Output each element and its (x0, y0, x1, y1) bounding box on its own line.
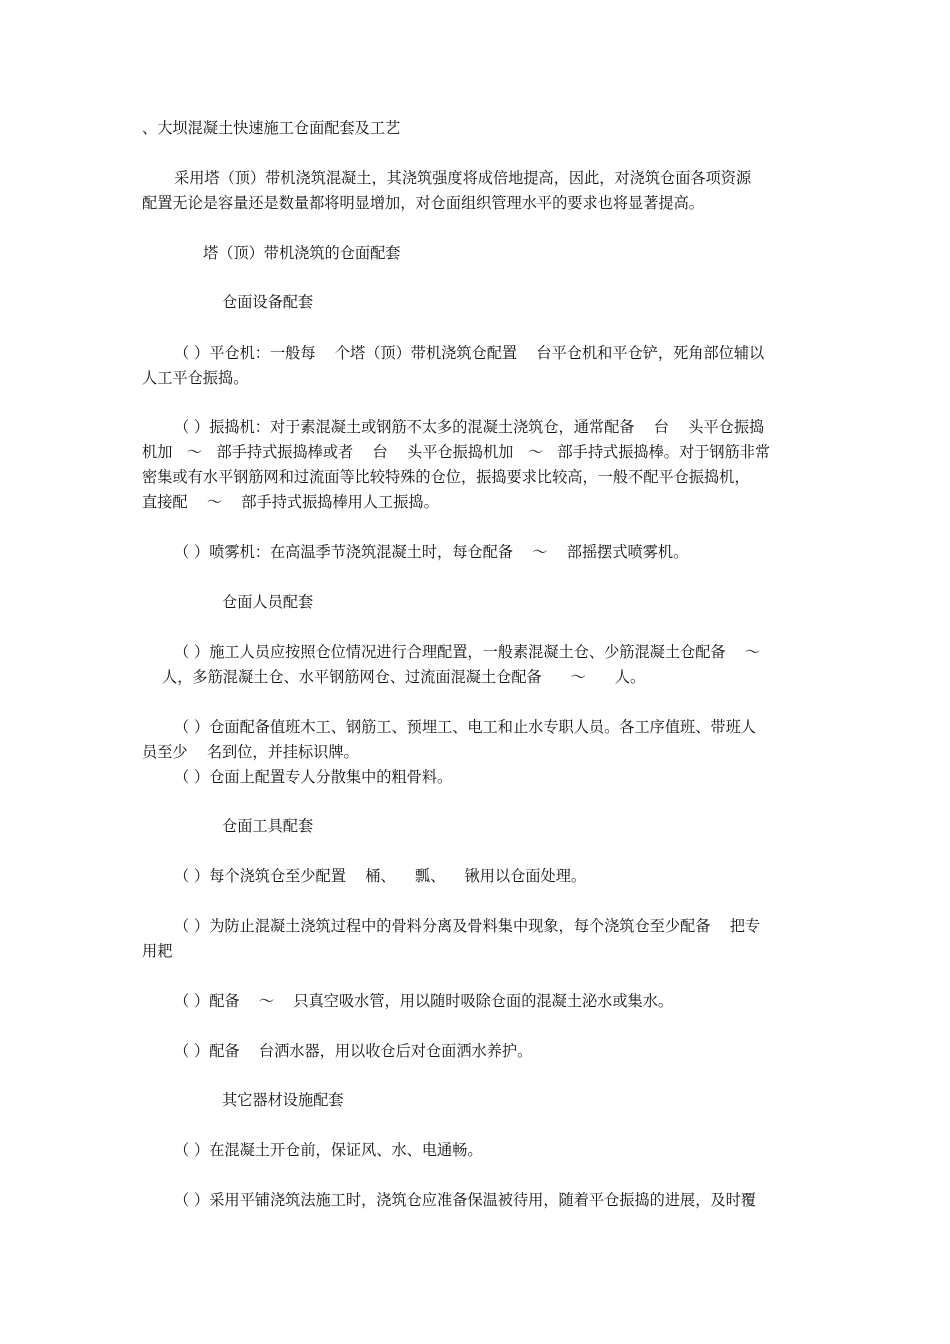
paragraph-line: （ ）仓面上配置专人分散集中的粗骨料。 (174, 768, 453, 786)
paragraph-line: （ ）采用平铺浇筑法施工时，浇筑仓应准备保温被待用，随着平仓振捣的进展，及时覆 (174, 1191, 756, 1209)
section-heading: 塔（顶）带机浇筑的仓面配套 (203, 244, 401, 262)
paragraph-line: （ ）每个浇筑仓至少配置 桶、 瓢、 锹用以仓面处理。 (174, 867, 587, 885)
paragraph-line: （ ）配备 台洒水器，用以收仓后对仓面洒水养护。 (174, 1042, 533, 1060)
paragraph-line: （ ）平仓机：一般每 个塔（顶）带机浇筑仓配置 台平仓机和平仓铲，死角部位辅以 (174, 344, 765, 362)
paragraph-line: 人，多筋混凝土仓、水平钢筋网仓、过流面混凝土仓配备 ～ 人。 (162, 668, 646, 686)
paragraph-line: 人工平仓振捣。 (142, 369, 249, 387)
subsection-heading-equipment: 仓面设备配套 (222, 293, 314, 311)
paragraph-line: 直接配 ～ 部手持式振捣棒用人工振捣。 (142, 493, 439, 511)
paragraph-line: （ ）施工人员应按照仓位情况进行合理配置，一般素混凝土仓、少筋混凝土仓配备 ～ (174, 643, 761, 661)
paragraph-line: （ ）喷雾机：在高温季节浇筑混凝土时，每仓配备 ～ 部摇摆式喷雾机。 (174, 543, 689, 561)
paragraph-line: （ ）仓面配备值班木工、钢筋工、预埋工、电工和止水专职人员。各工序值班、带班人 (174, 718, 756, 736)
paragraph-line: （ ）为防止混凝土浇筑过程中的骨料分离及骨料集中现象，每个浇筑仓至少配备 把专 (174, 917, 761, 935)
paragraph-line: 用耙 (142, 942, 173, 960)
paragraph-line: （ ）配备 ～ 只真空吸水管，用以随时吸除仓面的混凝土泌水或集水。 (174, 992, 674, 1010)
paragraph-line: （ ）在混凝土开仓前，保证风、水、电通畅。 (174, 1141, 483, 1159)
paragraph-line: 密集或有水平钢筋网和过流面等比较特殊的仓位，振捣要求比较高，一般不配平仓振捣机， (142, 468, 750, 486)
document-title: 、大坝混凝土快速施工仓面配套及工艺 (142, 119, 401, 137)
paragraph-line: 员至少 名到位，并挂标识牌。 (142, 743, 359, 761)
intro-line-1: 采用塔（顶）带机浇筑混凝土，其浇筑强度将成倍地提高，因此，对浇筑仓面各项资源 (174, 169, 752, 187)
intro-line-2: 配置无论是容量还是数量都将明显增加，对仓面组织管理水平的要求也将显著提高。 (142, 194, 704, 212)
subsection-heading-other: 其它器材设施配套 (222, 1091, 344, 1109)
paragraph-line: 机加 ～ 部手持式振捣棒或者 台 头平仓振捣机加 ～ 部手持式振捣棒。对于钢筋非常 (142, 443, 771, 461)
subsection-heading-tools: 仓面工具配套 (222, 817, 314, 835)
paragraph-line: （ ）振捣机：对于素混凝土或钢筋不太多的混凝土浇筑仓，通常配备 台 头平仓振捣 (174, 418, 765, 436)
subsection-heading-personnel: 仓面人员配套 (222, 593, 314, 611)
